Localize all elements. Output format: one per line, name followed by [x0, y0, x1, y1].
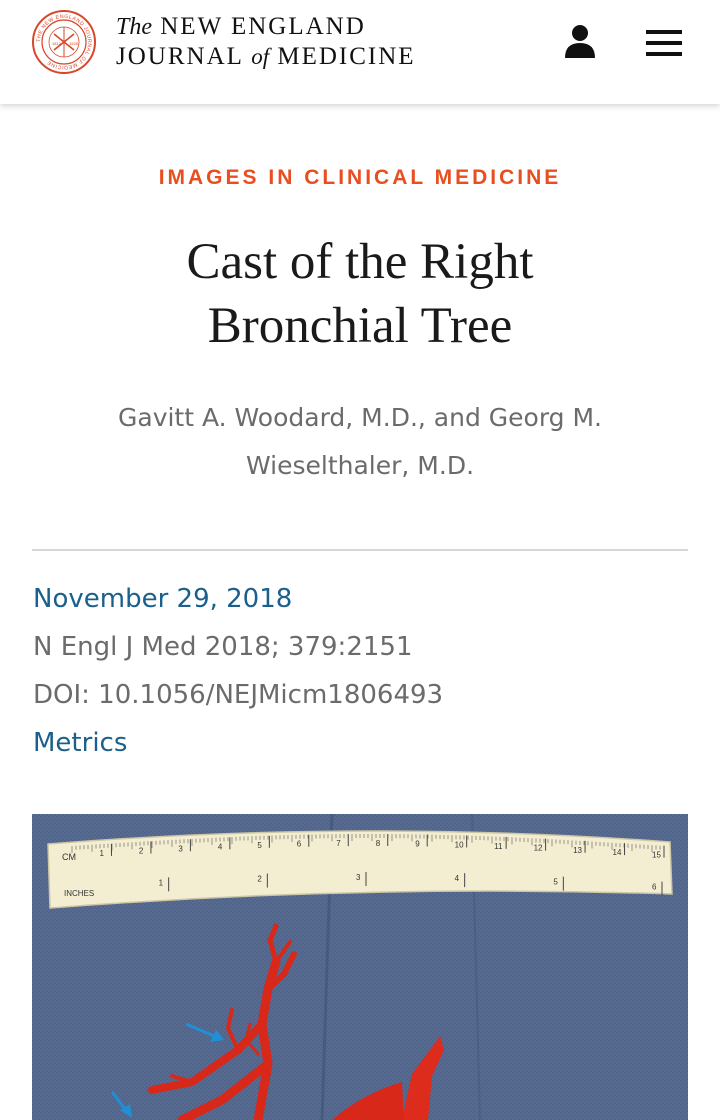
seal-year-left: 1812 [52, 41, 61, 46]
doi: DOI: 10.1056/NEJMicm1806493 [33, 680, 444, 710]
ruler-cm-tick-label: 8 [375, 839, 381, 849]
ruler-inch-tick-label: 4 [454, 874, 460, 884]
ruler-cm-tick-label: 5 [257, 840, 262, 850]
ruler-cm-tick-label: 4 [217, 842, 223, 852]
user-account-icon[interactable] [562, 22, 598, 60]
ruler-inch-tick-label: 5 [553, 877, 558, 887]
journal-seal-logo[interactable] [32, 10, 96, 74]
metrics-link[interactable]: Metrics [33, 728, 128, 758]
citation: N Engl J Med 2018; 379:2151 [33, 632, 413, 662]
masthead-of: of [251, 44, 270, 69]
seal-year-right: 1928 [69, 41, 78, 46]
ruler-cm-tick-label: 6 [296, 839, 302, 849]
ruler-inch-tick-label: 2 [257, 874, 262, 884]
article-figure[interactable] [32, 814, 688, 1120]
divider [32, 549, 688, 551]
ruler-cm-tick-label: 10 [454, 840, 464, 850]
authors-line-1: Gavitt A. Woodard, M.D., and Georg M. [118, 403, 602, 432]
authors-line-2: Wieselthaler, M.D. [245, 451, 475, 480]
hamburger-menu-icon[interactable] [644, 28, 684, 58]
masthead-journal: JOURNAL [116, 43, 243, 70]
bronchial-cast-photo [32, 814, 688, 1120]
article-title-line-2: Bronchial Tree [207, 298, 513, 354]
ruler-cm-tick-label: 3 [178, 844, 183, 854]
article-section-label[interactable]: IMAGES IN CLINICAL MEDICINE [158, 166, 562, 189]
ruler-cm-tick-label: 7 [336, 839, 341, 849]
ruler-cm-tick-label: 11 [494, 841, 503, 851]
masthead-the: The [116, 14, 152, 40]
site-header [0, 0, 720, 104]
ruler-cm-label: CM [62, 852, 76, 862]
article-title [60, 230, 660, 358]
ruler-inches-label: INCHES [64, 889, 95, 898]
masthead-line-2 [116, 42, 416, 72]
ruler-inch-tick-label: 1 [158, 878, 164, 888]
ruler-cm-tick-label: 13 [573, 845, 582, 855]
ruler-cm-tick-label: 1 [99, 848, 104, 858]
masthead-new-england: NEW ENGLAND [160, 13, 366, 40]
article-title-line-1: Cast of the Right [186, 234, 534, 290]
ruler-cm-tick-label: 2 [138, 846, 144, 856]
ruler-cm-tick-label: 14 [612, 848, 622, 858]
masthead-line-1 [116, 12, 416, 42]
ruler-cm-tick-label: 9 [415, 839, 420, 849]
journal-masthead[interactable] [116, 12, 416, 72]
article-authors[interactable] [60, 394, 660, 490]
masthead-medicine: MEDICINE [277, 43, 416, 70]
seal-ring-text: THE NEW ENGLAND JOURNAL OF MEDICINE [35, 13, 93, 71]
ruler-inch-tick-label: 6 [652, 882, 657, 892]
ruler-inch-tick-label: 3 [356, 873, 361, 883]
ruler-cm-tick-label: 12 [533, 843, 543, 853]
publication-date[interactable]: November 29, 2018 [33, 584, 293, 614]
ruler-cm-tick-label: 15 [652, 850, 661, 860]
